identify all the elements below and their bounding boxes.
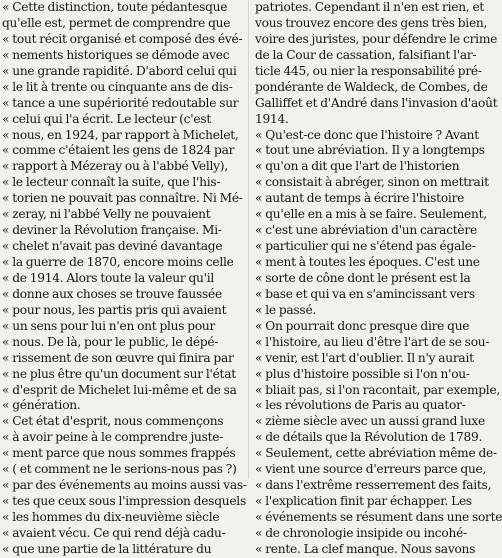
- text-line: « rapport à Mézeray ou à l'abbé Velly),: [2, 159, 228, 174]
- text-line: « un sens pour lui n'en ont plus pour: [2, 318, 216, 333]
- text-line: « le lecteur connaît la suite, que l'his-: [2, 175, 221, 190]
- text-line: « génération.: [2, 398, 81, 413]
- text-line: « celui qui l'a écrit. Le lecteur (c'est: [2, 111, 211, 126]
- text-line: « de 1914. Alors toute la valeur qu'il: [2, 270, 214, 285]
- text-line: « tout une abréviation. Il y a longtemps: [255, 143, 485, 158]
- text-line: « zième siècle avec un aussi grand luxe: [255, 414, 486, 429]
- text-line: « Qu'est-ce donc que l'histoire ? Avant: [255, 127, 479, 142]
- text-line: 1914.: [255, 111, 289, 126]
- text-line: « c'est une abréviation d'un caractère: [255, 223, 477, 238]
- text-line: « venir, est l'art d'oublier. Il n'y aurait: [255, 350, 474, 365]
- left-column: [0, 0, 247, 556]
- text-line: « le passé.: [255, 302, 317, 317]
- text-line: patriotes. Cependant il n'en est rien, et: [255, 0, 485, 14]
- text-line: pondérante de Waldeck, de Combes, de: [255, 79, 488, 94]
- text-line: « particulier qui ne s'étend pas égale-: [255, 239, 476, 254]
- text-line: « que une partie de la littérature du: [2, 541, 212, 556]
- text-line: « l'histoire, au lieu d'être l'art de se sou-: [255, 334, 490, 349]
- text-line: « pour nous, les partis pris qui avaient: [2, 302, 227, 317]
- text-line: « de chronologie insipide ou incohé-: [255, 525, 467, 540]
- text-line: « événements se résument dans une sorte: [255, 510, 502, 524]
- text-line: « le lit à trente ou cinquante ans de dis-: [2, 79, 233, 94]
- text-line: « à avoir peine à le comprendre juste-: [2, 430, 224, 445]
- text-line: « ment à toutes les époques. C'est une: [255, 255, 480, 269]
- text-line: « torien ne pouvait pas connaître. Ni Mé-: [2, 191, 243, 206]
- text-line: « ment parce que nous sommes frappés: [2, 446, 236, 461]
- text-line: « rissement de son œuvre qui finira par: [2, 350, 234, 365]
- column-divider: [248, 0, 249, 479]
- text-line: « sorte de cône dont le présent est la: [255, 270, 471, 285]
- text-line: « l'explication finit par échapper. Les: [255, 494, 472, 509]
- text-line: « chelet n'avait pas deviné davantage: [2, 239, 223, 254]
- text-line: « autant de temps à écrire l'histoire: [255, 191, 465, 206]
- text-line: « base et qui va en s'amincissant vers: [255, 286, 475, 301]
- text-line: « par des événements au moins aussi vas-: [2, 478, 247, 493]
- text-line: « nous. De là, pour le public, le dépé-: [2, 334, 219, 349]
- text-line: « avaient vécu. Ce qui rend déjà cadu-: [2, 525, 226, 540]
- text-line: Galliffet et d'André dans l'invasion d'août: [255, 95, 498, 110]
- right-column: [251, 0, 502, 556]
- text-line: « de détails que la Révolution de 1789.: [255, 430, 483, 445]
- text-line: « comme c'étaient les gens de 1824 par: [2, 143, 235, 158]
- text-line: « la guerre de 1870, encore moins celle: [2, 255, 234, 269]
- text-line: « nements historiques se démode avec: [2, 47, 230, 62]
- text-line: voire des juristes, pour défendre le crime: [255, 31, 498, 46]
- text-line: « d'esprit de Michelet lui-même et de sa: [2, 382, 237, 397]
- text-line: « une grande rapidité. D'abord celui qui: [2, 63, 237, 78]
- text-line: « deviner la Révolution française. Mi-: [2, 223, 222, 238]
- text-line: « consistait à abréger, sinon on mettrait: [255, 175, 489, 190]
- text-line: « les hommes du dix-neuvième siècle: [2, 510, 220, 524]
- text-line: « tes que ceux sous l'impression desquels: [2, 494, 246, 509]
- text-line: « qu'on a dit que l'art de l'historien: [255, 159, 460, 174]
- text-line: « Cette distinction, toute pédantesque: [2, 0, 228, 14]
- text-line: « plus d'histoire possible si l'on n'ou-: [255, 366, 470, 381]
- text-line: « bliait pas, si l'on racontait, par exemple,: [255, 382, 501, 397]
- text-line: de la Cour de cassation, falsifiant l'ar-: [255, 47, 477, 62]
- text-line: « On pourrait donc presque dire que: [255, 318, 470, 333]
- text-line: « dans l'extrême resserrement des faits,: [255, 478, 492, 493]
- text-line: vous trouvez encore des gens très bien,: [255, 15, 488, 30]
- text-line: « Seulement, cette abréviation même de-: [255, 446, 497, 461]
- text-line: « vient une source d'erreurs parce que,: [255, 462, 487, 477]
- text-line: « nous, en 1924, par rapport à Michelet,: [2, 127, 239, 142]
- text-line: ticle 445, ou nier la responsabilité pré-: [255, 63, 482, 78]
- text-line: « ne plus être qu'un document sur l'état: [2, 366, 236, 381]
- text-line: « zeray, ni l'abbé Velly ne pouvaient: [2, 207, 211, 222]
- text-line: « Cet état d'esprit, nous commençons: [2, 414, 224, 429]
- text-line: « rente. La clef manque. Nous savons: [255, 541, 476, 556]
- text-line: « donne aux choses se trouve faussée: [2, 286, 222, 301]
- text-line: « tout récit organisé et composé des évé-: [2, 31, 243, 46]
- text-line: « tance a une supériorité redoutable sur: [2, 95, 239, 110]
- text-line: « les révolutions de Paris au quator-: [255, 398, 466, 413]
- text-line: qu'elle est, permet de comprendre que: [2, 15, 231, 30]
- text-line: « qu'elle en a mis à se faire. Seulement,: [255, 207, 487, 222]
- text-line: « ( et comment ne le serions-nous pas ?): [2, 462, 237, 477]
